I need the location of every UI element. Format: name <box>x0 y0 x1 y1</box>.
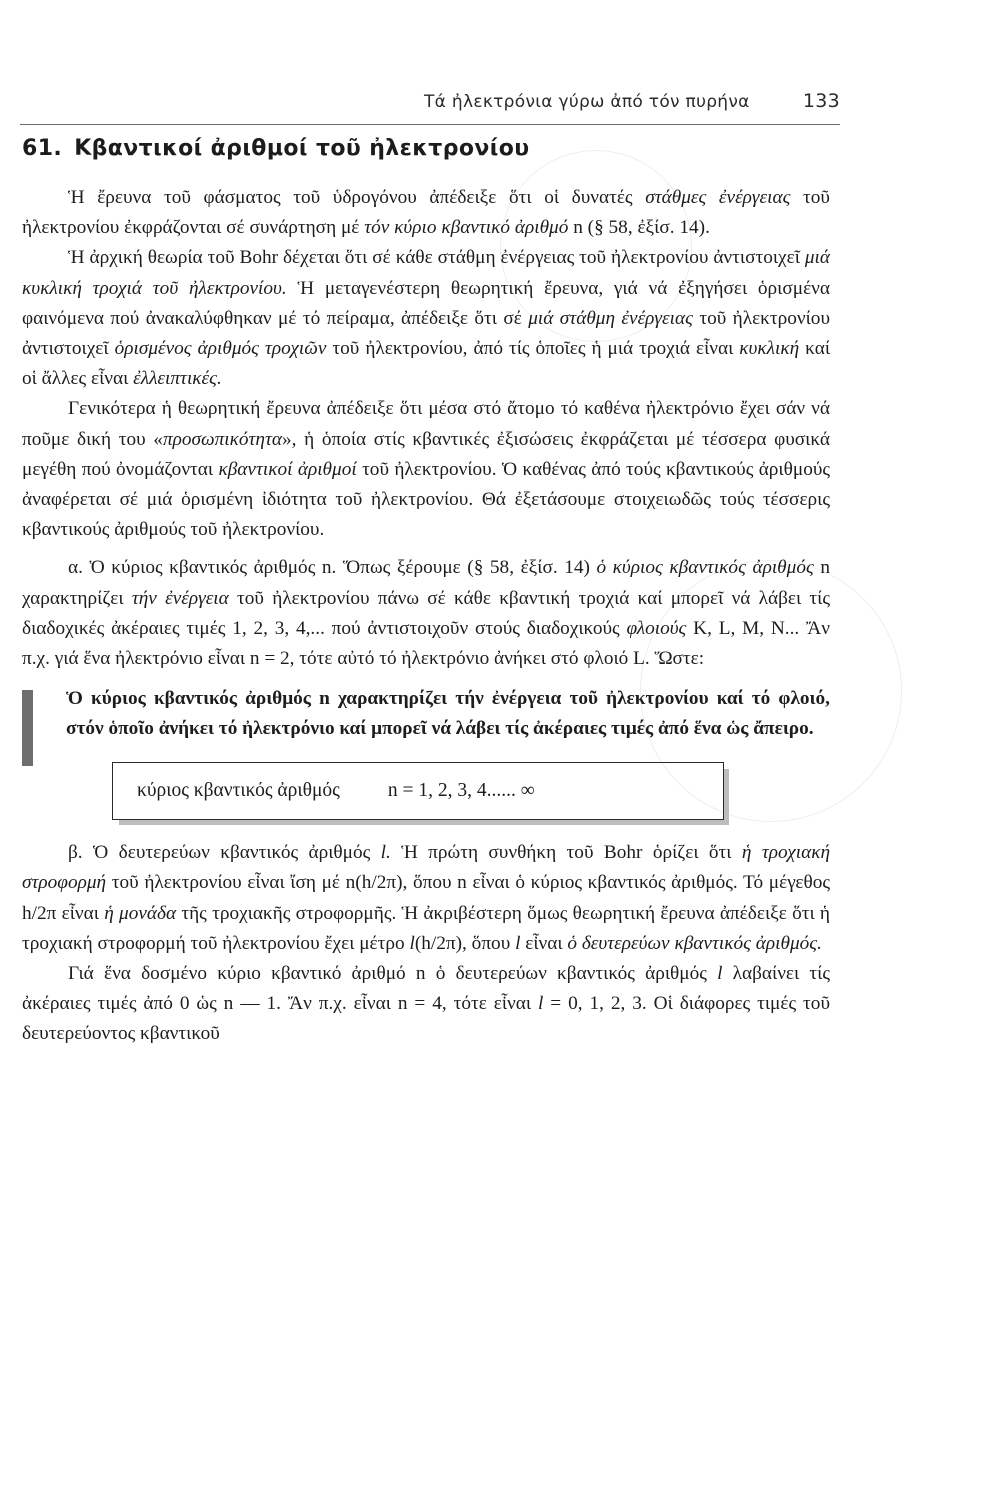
italic-run: τόν κύριο κβαντικό ἀριθμό <box>364 217 569 239</box>
text-run: K, L, M, N... Ἄν π.χ. γιά ἕνα ἠλεκτρόνιο εἶναι n = 2, τότε αὐτό τό ἠλεκτρόνιο ἀνήκει στό φλοιό L. Ὥστε: <box>22 617 830 670</box>
formula-label: κύριος κβαντικός ἀριθμός <box>137 780 340 802</box>
text-run: Ἡ ἔρευνα τοῦ φάσματος τοῦ ὑδρογόνου ἀπέδειξε ὅτι οἱ δυνατές <box>68 187 646 208</box>
italic-run: προσωπικότητα <box>162 428 283 450</box>
running-head-title: Τά ἠλεκτρόνια γύρω ἀπό τόν πυρήνα <box>424 92 750 112</box>
italic-run: l <box>409 932 415 954</box>
italic-run: ὁρισμένος ἀριθμός τροχιῶν <box>114 338 327 360</box>
italic-run: κβαντικοί ἀριθμοί <box>218 458 357 480</box>
margin-bar <box>22 690 33 766</box>
section-title: Κβαντικοί ἀριθμοί τοῦ ἠλεκτρονίου <box>74 136 530 161</box>
italic-run: μιά στάθμη ἐνέργειας <box>528 307 693 329</box>
text-run: Γενικότερα ἡ θεωρητική ἔρευνα ἀπέδειξε ὅτι μέσα στό ἄτομο τό καθένα ἠλεκτρόνιο ἔχει σάν νά ποῦμε δική του « <box>22 398 830 450</box>
rule-statement <box>22 684 830 744</box>
text-run: καί οἱ ἄλλες εἶναι <box>22 338 831 390</box>
text-run: β. Ὁ δευτερεύων κβαντικός ἀριθμός <box>68 842 381 864</box>
text-run: τοῦ ἠλεκτρονίου. Ὁ καθένας ἀπό τούς κβαντικούς ἀριθμούς ἀναφέρεται σέ μιά ὁρισμένη ἰδιότητα τοῦ ἠλεκτρονίου. Θά ἐξετάσουμε στοιχειωδῶς τούς τέσσερις κβαντικούς ἀριθμούς τοῦ ἠλεκτρονίου. <box>22 458 831 541</box>
text-run: τῆς τροχιακῆς στροφορμῆς. Ἡ ἀκριβέστερη ὅμως θεωρητική ἔρευνα ἀπέδειξε ὅτι ἡ τροχιακή στροφορμή τοῦ ἠλεκτρονίου ἔχει μέτρο <box>22 902 830 954</box>
text-run: n χαρακτηρίζει <box>22 557 830 609</box>
text-run: λαβαίνει τίς ἀκέραιες τιμές ἀπό 0 ὡς n — 1. Ἄν π.χ. εἶναι n = 4, τότε εἶναι <box>22 963 830 1015</box>
italic-run: ἡ μονάδα <box>104 902 177 924</box>
text-run: Ἡ ἀρχική θεωρία τοῦ Bohr δέχεται ὅτι σέ κάθε στάθμη ἐνέργειας τοῦ ἠλεκτρονίου ἀντιστοιχεῖ <box>68 247 805 269</box>
italic-run: κυκλική <box>739 338 800 360</box>
paragraph-6 <box>22 959 830 1050</box>
paragraph-beta <box>22 838 830 959</box>
italic-run: ἐλλειπτικές. <box>133 368 222 390</box>
text-run: εἶναι <box>520 932 568 954</box>
text-run: Ἡ μεταγενέστερη θεωρητική ἔρευνα, γιά νά ἐξηγήσει ὁρισμένα φαινόμενα πού ἀνακαλύφθηκαν μέ τό πείραμα, ἀπέδειξε ὅτι σέ <box>22 277 830 329</box>
text-run: = 0, 1, 2, 3. Οἱ διάφορες τιμές τοῦ δευτερεύοντος κβαντικοῦ <box>22 993 830 1045</box>
text-run: τοῦ ἠλεκτρονίου πάνω σέ κάθε κβαντική τροχιά καί μπορεῖ νά λάβει τίς διαδοχικές ἀκέραιες τιμές 1, 2, 3, 4,... πού ἀντιστοιχοῦν στούς διαδοχικούς <box>22 587 830 639</box>
text-run: Ἡ πρώτη συνθήκη τοῦ Bohr ὁρίζει ὅτι <box>390 842 742 864</box>
formula-box <box>112 762 724 820</box>
italic-run: ὁ δευτερεύων κβαντικός ἀριθμός. <box>567 932 822 954</box>
italic-run: φλοιούς <box>626 617 687 639</box>
text-run: n (§ 58, ἐξίσ. 14). <box>568 217 710 239</box>
text-run: Γιά ἕνα δοσμένο κύριο κβαντικό ἀριθμό n ὁ δευτερεύων κβαντικός ἀριθμός <box>68 963 718 985</box>
paragraph-1 <box>22 183 830 243</box>
italic-run: ἡ τροχιακή στροφορμή <box>22 842 831 894</box>
page-number: 133 <box>802 90 840 112</box>
paragraph-alpha <box>22 553 830 674</box>
body-text <box>22 183 830 1050</box>
italic-run: l <box>537 993 544 1015</box>
section-heading <box>22 136 530 161</box>
text-run: », ἡ ὁποία στίς κβαντικές ἐξισώσεις ἐκφράζεται μέ τέσσερα φυσικά μεγέθη πού ὀνομάζονται <box>22 428 831 480</box>
text-run: α. Ὁ κύριος κβαντικός ἀριθμός n. Ὅπως ξέρουμε (§ 58, ἐξίσ. 14) <box>68 557 597 579</box>
text-run: τοῦ ἠλεκτρονίου ἀντιστοιχεῖ <box>22 307 830 360</box>
header-rule <box>20 124 840 125</box>
italic-run: στάθμες ἐνέργειας <box>645 187 791 208</box>
text-run: τοῦ ἠλεκτρονίου ἐκφράζονται σέ συνάρτηση μέ <box>22 187 830 239</box>
italic-run: l <box>515 932 521 954</box>
section-number: 61. <box>22 136 63 161</box>
text-run: τοῦ ἠλεκτρονίου εἶναι ἴση μέ n(h/2π), ὅπου n εἶναι ὁ κύριος κβαντικός ἀριθμός. Τό μέγεθος h/2π εἶναι <box>22 872 830 924</box>
formula-expression: n = 1, 2, 3, 4...... ∞ <box>387 780 535 802</box>
italic-run: l <box>717 963 723 985</box>
text-run: (h/2π), ὅπου <box>414 932 516 954</box>
italic-run: l. <box>380 842 391 864</box>
italic-run: τήν ἐνέργεια <box>131 587 229 609</box>
text-run: τοῦ ἠλεκτρονίου, ἀπό τίς ὁποῖες ἡ μιά τροχιά εἶναι <box>326 338 740 360</box>
paragraph-2 <box>22 243 830 394</box>
paragraph-3 <box>22 394 830 545</box>
italic-run: ὁ κύριος κβαντικός ἀριθμός <box>596 557 814 579</box>
rule-text: Ὁ κύριος κβαντικός ἀριθμός n χαρακτηρίζει τήν ἐνέργεια τοῦ ἠλεκτρονίου καί τό φλοιό, στόν ὁποῖο ἀνήκει τό ἠλεκτρόνιο καί μπορεῖ νά λάβει τίς ἀκέραιες τιμές ἀπό ἕνα ὡς ἄπειρο. <box>66 688 830 740</box>
italic-run: μιά κυκλική τροχιά τοῦ ἠλεκτρονίου. <box>22 247 830 299</box>
